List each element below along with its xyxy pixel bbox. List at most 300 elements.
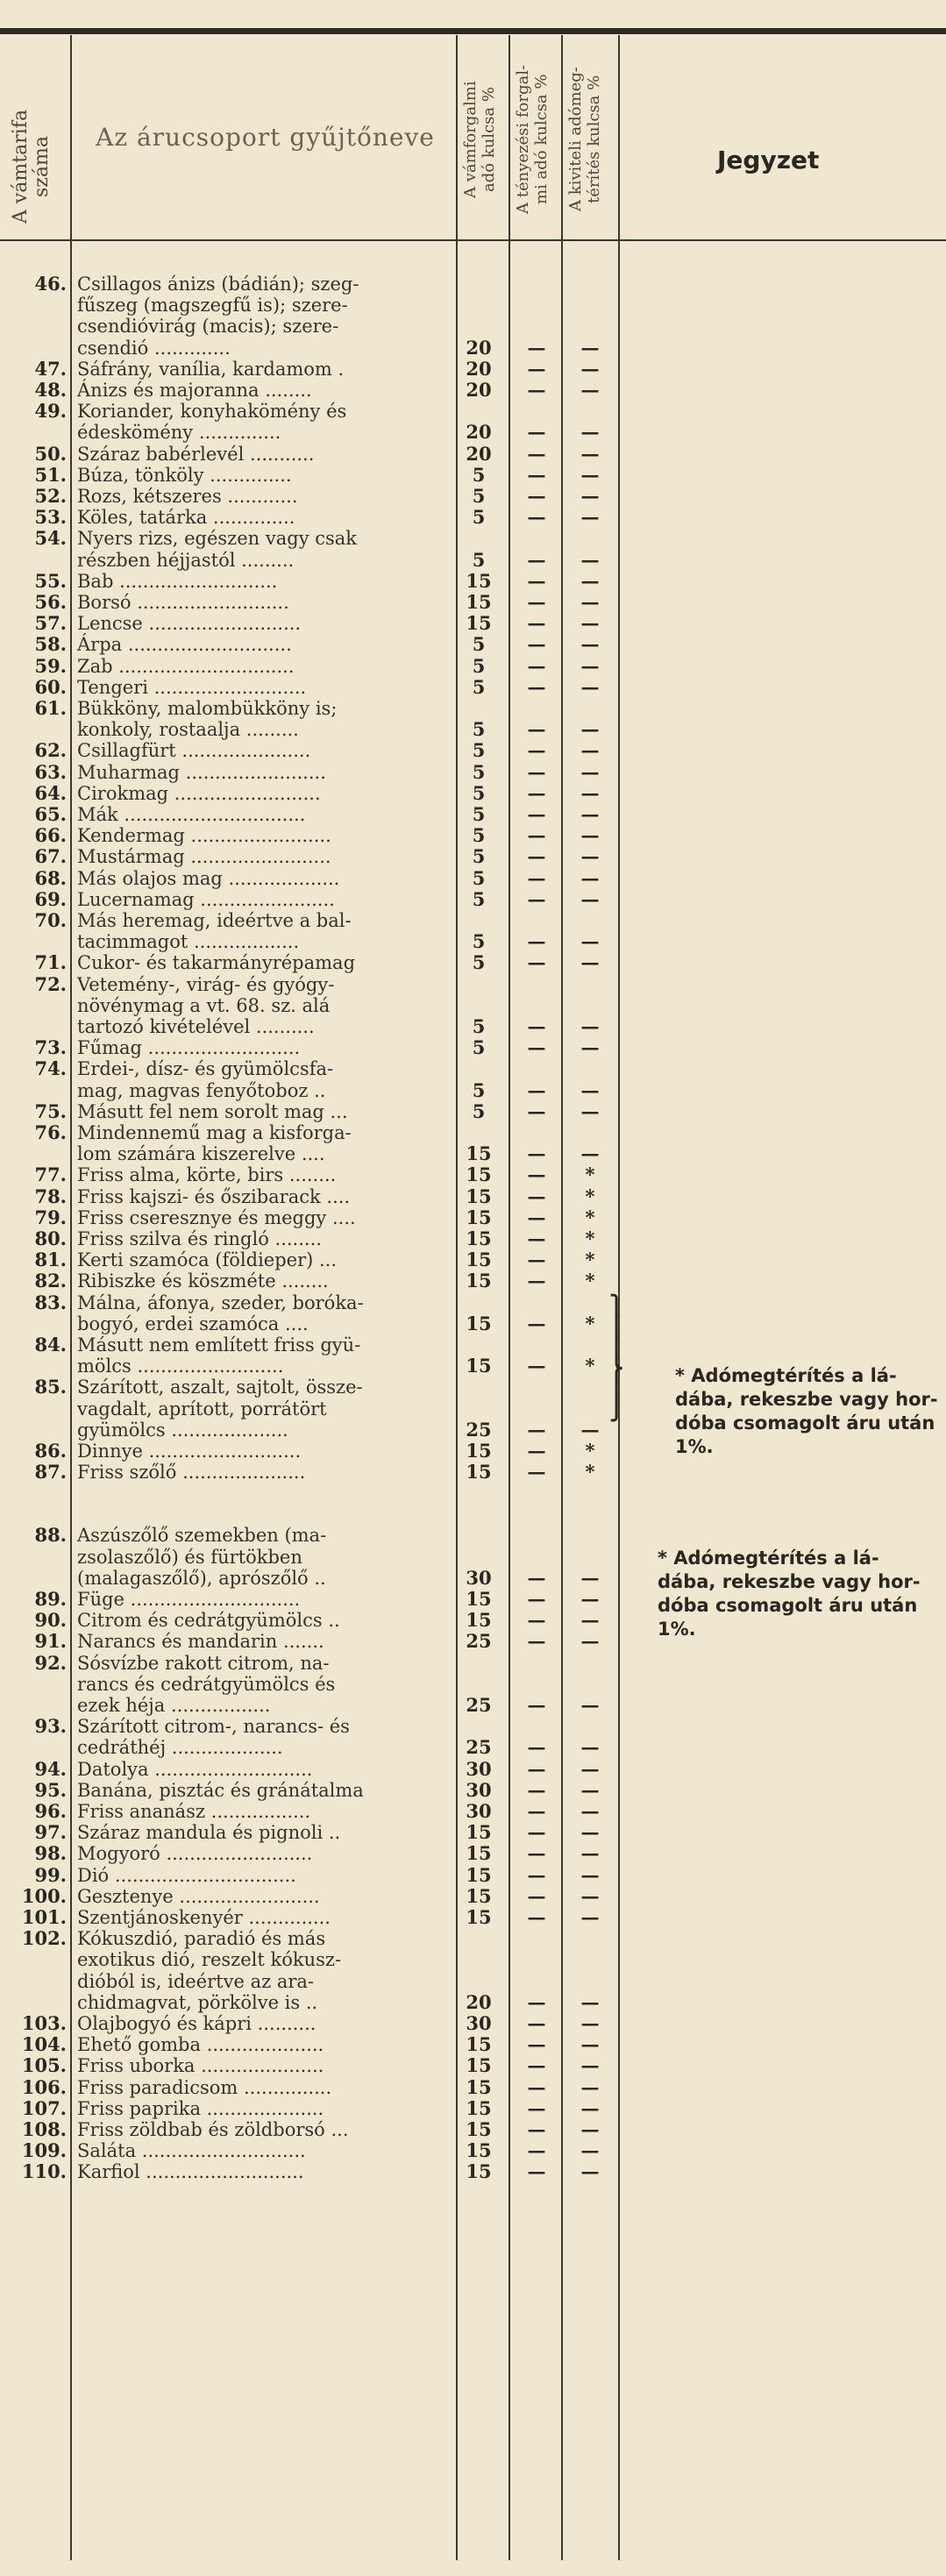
export-refund-rate: — xyxy=(580,2118,600,2140)
tariff-number: 49. xyxy=(34,400,67,423)
turnover-tax-rate: — xyxy=(527,1355,546,1377)
item-name: Dió ............................... xyxy=(77,1864,296,1886)
export-refund-rate: — xyxy=(580,866,600,889)
item-name: Fűmag .......................... xyxy=(77,1037,301,1059)
item-name: Csillagos ánizs (bádián); szeg- fűszeg (magszegfű is); szere- csendióvirág (macis); szere- csendió ............. xyxy=(77,274,359,359)
import-tax-rate: 5 xyxy=(472,506,486,529)
turnover-tax-rate: — xyxy=(527,1757,546,1780)
column-rule xyxy=(561,35,563,2560)
export-refund-rate: — xyxy=(580,781,600,804)
import-tax-rate: 30 xyxy=(466,1757,492,1780)
export-refund-rate: — xyxy=(580,951,600,974)
import-tax-rate: 15 xyxy=(466,1588,492,1610)
turnover-tax-rate: — xyxy=(527,1228,546,1249)
import-tax-rate: 15 xyxy=(466,1312,492,1334)
item-name: Lucernamag ....................... xyxy=(77,888,335,910)
export-refund-rate: * xyxy=(585,1163,595,1186)
export-refund-rate: — xyxy=(580,1609,600,1632)
tariff-number: 73. xyxy=(34,1036,67,1059)
item-name: Friss paprika .................... xyxy=(77,2097,324,2119)
import-tax-rate: 25 xyxy=(466,1418,492,1441)
tariff-number: 53. xyxy=(34,506,67,529)
tariff-number: 84. xyxy=(34,1334,67,1356)
export-refund-rate: — xyxy=(580,1800,600,1822)
item-name: Olajbogyó és kápri .......... xyxy=(77,2013,317,2034)
item-name: Ánizs és majoranna ........ xyxy=(77,380,312,401)
header-turnover-tax-rate: A tényezési forgal- mi adó kulcsa % xyxy=(514,64,551,215)
item-name: Mustármag ........................ xyxy=(77,846,331,868)
turnover-tax-rate: — xyxy=(527,612,546,635)
import-tax-rate: 20 xyxy=(466,421,492,444)
tariff-number: 54. xyxy=(34,527,67,550)
export-refund-rate: — xyxy=(580,569,600,592)
item-name: Friss cseresznye és meggy .... xyxy=(77,1206,356,1228)
import-tax-rate: 30 xyxy=(466,1800,492,1822)
turnover-tax-rate: — xyxy=(527,845,546,868)
item-name: Tengeri .......................... xyxy=(77,676,307,698)
turnover-tax-rate: — xyxy=(527,1312,546,1334)
turnover-tax-rate: — xyxy=(527,442,546,465)
bracket-mark: ⎪ xyxy=(609,1378,624,1401)
note-melon-refund: * Adómegtérítés a lá- dába, rekeszbe vagy hor- dóba csomagolt áru után 1%. xyxy=(658,1548,921,1640)
export-refund-rate: * xyxy=(585,1312,595,1334)
item-name: Kókuszdió, paradió és más exotikus dió, reszelt kókusz- dióból is, ideértve az ara- chidmagvat, pörkölve is .. xyxy=(77,1928,342,2013)
turnover-tax-rate: — xyxy=(527,506,546,529)
turnover-tax-rate: — xyxy=(527,633,546,656)
import-tax-rate: 15 xyxy=(466,2054,492,2077)
import-tax-rate: 20 xyxy=(466,379,492,401)
export-refund-rate: — xyxy=(580,1566,600,1589)
export-refund-rate: — xyxy=(580,463,600,486)
turnover-tax-rate: — xyxy=(527,1418,546,1441)
turnover-tax-rate: — xyxy=(527,1906,546,1928)
turnover-tax-rate: — xyxy=(527,2075,546,2098)
tariff-number: 83. xyxy=(34,1291,67,1313)
turnover-tax-rate: — xyxy=(527,485,546,507)
tariff-number: 60. xyxy=(34,675,67,698)
export-refund-rate: — xyxy=(580,1693,600,1716)
tariff-number: 102. xyxy=(21,1927,67,1950)
tariff-number: 103. xyxy=(21,2012,67,2034)
tariff-number: 71. xyxy=(34,951,67,974)
turnover-tax-rate: — xyxy=(527,2139,546,2162)
tariff-number: 80. xyxy=(34,1228,67,1249)
export-refund-rate: — xyxy=(580,1778,600,1801)
tariff-number: 64. xyxy=(34,781,67,804)
item-name: Erdei-, dísz- és gyümölcsfa- mag, magvas fenyőtoboz .. xyxy=(77,1058,334,1101)
item-name: Aszúszőlő szemekben (ma- zsolaszőlő) és fürtökben (malagaszőlő), aprószőlő .. xyxy=(77,1525,327,1589)
export-refund-rate: * xyxy=(585,1355,595,1377)
import-tax-rate: 5 xyxy=(472,824,486,847)
import-tax-rate: 15 xyxy=(466,1163,492,1186)
import-tax-rate: 30 xyxy=(466,1778,492,1801)
tariff-number: 63. xyxy=(34,760,67,783)
tariff-number: 72. xyxy=(34,972,67,995)
tariff-number: 95. xyxy=(34,1778,67,1801)
import-tax-rate: 15 xyxy=(466,1884,492,1907)
turnover-tax-rate: — xyxy=(527,1163,546,1186)
import-tax-rate: 15 xyxy=(466,1228,492,1249)
item-name: Más heremag, ideértve a bal- tacimmagot .................. xyxy=(77,910,352,953)
item-name: Szárított citrom-, narancs- és cedráthéj ................... xyxy=(77,1716,350,1759)
import-tax-rate: 15 xyxy=(466,1440,492,1462)
tariff-number: 109. xyxy=(21,2139,67,2162)
turnover-tax-rate: — xyxy=(527,569,546,592)
tariff-number: 86. xyxy=(34,1440,67,1462)
export-refund-rate: — xyxy=(580,633,600,656)
item-name: Friss ananász ................. xyxy=(77,1801,311,1822)
turnover-tax-rate: — xyxy=(527,1142,546,1165)
item-name: Száraz babérlevél ........... xyxy=(77,443,315,465)
import-tax-rate: 15 xyxy=(466,2075,492,2098)
import-tax-rate: 15 xyxy=(466,569,492,592)
export-refund-rate: — xyxy=(580,1821,600,1844)
tariff-number: 51. xyxy=(34,463,67,486)
export-refund-rate: — xyxy=(580,718,600,741)
tariff-number: 89. xyxy=(34,1588,67,1610)
item-name: Cirokmag ......................... xyxy=(77,782,321,804)
import-tax-rate: 15 xyxy=(466,1206,492,1228)
export-refund-rate: — xyxy=(580,824,600,847)
import-tax-rate: 5 xyxy=(472,803,486,825)
import-tax-rate: 15 xyxy=(466,1142,492,1165)
item-name: Másutt nem említett friss gyü- mölcs ......................... xyxy=(77,1334,361,1377)
import-tax-rate: 5 xyxy=(472,1099,486,1122)
turnover-tax-rate: — xyxy=(527,591,546,613)
import-tax-rate: 15 xyxy=(466,1355,492,1377)
import-tax-rate: 5 xyxy=(472,1078,486,1101)
item-name: Friss szilva és ringló ........ xyxy=(77,1228,322,1249)
export-refund-rate: — xyxy=(580,1906,600,1928)
export-refund-rate: — xyxy=(580,1078,600,1101)
tariff-number: 90. xyxy=(34,1609,67,1632)
item-name: Vetemény-, virág- és gyógy- növénymag a vt. 68. sz. alá tartozó kivételével .......... xyxy=(77,973,335,1037)
item-name: Köles, tatárka .............. xyxy=(77,507,295,529)
export-refund-rate: — xyxy=(580,1418,600,1441)
bracket-mark: ⎬ xyxy=(609,1357,624,1380)
export-refund-rate: * xyxy=(585,1270,595,1292)
import-tax-rate: 20 xyxy=(466,442,492,465)
turnover-tax-rate: — xyxy=(527,803,546,825)
bracket-mark: ⎪ xyxy=(609,1315,624,1338)
column-rule xyxy=(509,35,510,2560)
import-tax-rate: 30 xyxy=(466,2012,492,2034)
tariff-number: 77. xyxy=(34,1163,67,1186)
import-tax-rate: 5 xyxy=(472,1036,486,1059)
column-rule xyxy=(70,35,72,2560)
tariff-number: 92. xyxy=(34,1651,67,1674)
export-refund-rate: — xyxy=(580,887,600,910)
import-tax-rate: 5 xyxy=(472,951,486,974)
item-name: Sáfrány, vanília, kardamom . xyxy=(77,358,345,380)
export-refund-rate: — xyxy=(580,1842,600,1865)
item-name: Más olajos mag ................... xyxy=(77,867,340,889)
tariff-number: 59. xyxy=(34,654,67,677)
import-tax-rate: 15 xyxy=(466,1821,492,1844)
item-name: Karfiol ........................... xyxy=(77,2161,304,2183)
turnover-tax-rate: — xyxy=(527,1884,546,1907)
turnover-tax-rate: — xyxy=(527,2096,546,2119)
export-refund-rate: — xyxy=(580,591,600,613)
import-tax-rate: 5 xyxy=(472,654,486,677)
tariff-number: 85. xyxy=(34,1376,67,1398)
turnover-tax-rate: — xyxy=(527,357,546,380)
turnover-tax-rate: — xyxy=(527,421,546,444)
import-tax-rate: 20 xyxy=(466,336,492,359)
turnover-tax-rate: — xyxy=(527,1630,546,1653)
export-refund-rate: — xyxy=(580,506,600,529)
export-refund-rate: — xyxy=(580,1014,600,1037)
item-name: Friss szőlő ..................... xyxy=(77,1462,306,1484)
export-refund-rate: — xyxy=(580,675,600,698)
header-import-tax-rate: A vámforgalmi adó kulcsa % xyxy=(461,81,498,198)
import-tax-rate: 5 xyxy=(472,887,486,910)
item-name: Datolya ........................... xyxy=(77,1758,313,1780)
turnover-tax-rate: — xyxy=(527,1821,546,1844)
tariff-number: 100. xyxy=(21,1884,67,1907)
export-refund-rate: — xyxy=(580,1630,600,1653)
import-tax-rate: 15 xyxy=(466,612,492,635)
tariff-number: 61. xyxy=(34,697,67,719)
turnover-tax-rate: — xyxy=(527,824,546,847)
tariff-number: 70. xyxy=(34,909,67,931)
item-name: Sósvízbe rakott citrom, na- rancs és cedrátgyümölcs és ezek héja ................. xyxy=(77,1652,336,1716)
import-tax-rate: 5 xyxy=(472,1014,486,1037)
import-tax-rate: 5 xyxy=(472,845,486,868)
import-tax-rate: 5 xyxy=(472,463,486,486)
export-refund-rate: — xyxy=(580,1099,600,1122)
item-name: Borsó .......................... xyxy=(77,592,289,613)
turnover-tax-rate: — xyxy=(527,1863,546,1886)
bracket-mark: ⎫ xyxy=(609,1294,624,1317)
turnover-tax-rate: — xyxy=(527,336,546,359)
tariff-number: 104. xyxy=(21,2033,67,2056)
export-refund-rate: * xyxy=(585,1440,595,1462)
export-refund-rate: — xyxy=(580,421,600,444)
tariff-number: 75. xyxy=(34,1099,67,1122)
tariff-number: 46. xyxy=(34,273,67,295)
export-refund-rate: — xyxy=(580,2075,600,2098)
export-refund-rate: — xyxy=(580,548,600,571)
export-refund-rate: — xyxy=(580,612,600,635)
export-refund-rate: — xyxy=(580,1588,600,1610)
import-tax-rate: 25 xyxy=(466,1630,492,1653)
import-tax-rate: 5 xyxy=(472,739,486,762)
turnover-tax-rate: — xyxy=(527,379,546,401)
header-export-refund-rate: A kiviteli adómeg- térítés kulcsa % xyxy=(566,67,603,212)
item-name: Csillagfürt ...................... xyxy=(77,740,311,762)
import-tax-rate: 5 xyxy=(472,930,486,953)
tariff-number: 107. xyxy=(21,2096,67,2119)
tariff-number: 66. xyxy=(34,824,67,847)
turnover-tax-rate: — xyxy=(527,2160,546,2183)
tariff-number: 98. xyxy=(34,1842,67,1865)
tariff-number: 78. xyxy=(34,1185,67,1207)
item-name: Citrom és cedrátgyümölcs .. xyxy=(77,1610,340,1632)
export-refund-rate: * xyxy=(585,1228,595,1249)
item-name: Mogyoró ......................... xyxy=(77,1843,313,1865)
item-name: Nyers rizs, egészen vagy csak részben héjjastól ......... xyxy=(77,528,358,571)
tariff-number: 88. xyxy=(34,1524,67,1547)
tariff-number: 50. xyxy=(34,442,67,465)
export-refund-rate: — xyxy=(580,1736,600,1759)
tariff-number: 101. xyxy=(21,1906,67,1928)
import-tax-rate: 5 xyxy=(472,781,486,804)
turnover-tax-rate: — xyxy=(527,2033,546,2056)
item-name: Gesztenye ........................ xyxy=(77,1885,320,1907)
turnover-tax-rate: — xyxy=(527,675,546,698)
import-tax-rate: 15 xyxy=(466,1249,492,1271)
import-tax-rate: 25 xyxy=(466,1693,492,1716)
export-refund-rate: — xyxy=(580,930,600,953)
turnover-tax-rate: — xyxy=(527,1185,546,1207)
tariff-number: 97. xyxy=(34,1821,67,1844)
turnover-tax-rate: — xyxy=(527,1461,546,1484)
import-tax-rate: 5 xyxy=(472,760,486,783)
export-refund-rate: — xyxy=(580,739,600,762)
export-refund-rate: * xyxy=(585,1185,595,1207)
import-tax-rate: 15 xyxy=(466,1185,492,1207)
import-tax-rate: 15 xyxy=(466,2033,492,2056)
tariff-number: 99. xyxy=(34,1863,67,1886)
export-refund-rate: — xyxy=(580,1036,600,1059)
item-name: Száraz mandula és pignoli .. xyxy=(77,1822,341,1844)
export-refund-rate: — xyxy=(580,845,600,868)
tariff-number: 96. xyxy=(34,1800,67,1822)
turnover-tax-rate: — xyxy=(527,1990,546,2013)
export-refund-rate: — xyxy=(580,1863,600,1886)
tariff-number: 91. xyxy=(34,1630,67,1653)
export-refund-rate: — xyxy=(580,1990,600,2013)
tariff-number: 67. xyxy=(34,845,67,868)
export-refund-rate: — xyxy=(580,1757,600,1780)
import-tax-rate: 20 xyxy=(466,1990,492,2013)
turnover-tax-rate: — xyxy=(527,1270,546,1292)
export-refund-rate: — xyxy=(580,1884,600,1907)
export-refund-rate: — xyxy=(580,760,600,783)
export-refund-rate: — xyxy=(580,336,600,359)
export-refund-rate: * xyxy=(585,1206,595,1228)
turnover-tax-rate: — xyxy=(527,1440,546,1462)
export-refund-rate: — xyxy=(580,803,600,825)
import-tax-rate: 5 xyxy=(472,866,486,889)
header-rule xyxy=(0,239,946,241)
item-name: Zab .............................. xyxy=(77,655,295,677)
tariff-number: 76. xyxy=(34,1121,67,1143)
import-tax-rate: 15 xyxy=(466,1609,492,1632)
item-name: Ehető gomba .................... xyxy=(77,2034,324,2056)
turnover-tax-rate: — xyxy=(527,718,546,741)
tariff-number: 74. xyxy=(34,1057,67,1080)
item-name: Bab ........................... xyxy=(77,570,278,592)
tariff-number: 48. xyxy=(34,379,67,401)
export-refund-rate: — xyxy=(580,379,600,401)
export-refund-rate: — xyxy=(580,357,600,380)
import-tax-rate: 15 xyxy=(466,2118,492,2140)
import-tax-rate: 30 xyxy=(466,1566,492,1589)
export-refund-rate: — xyxy=(580,2139,600,2162)
turnover-tax-rate: — xyxy=(527,2118,546,2140)
turnover-tax-rate: — xyxy=(527,1842,546,1865)
turnover-tax-rate: — xyxy=(527,463,546,486)
item-name: Narancs és mandarin ....... xyxy=(77,1631,324,1653)
item-name: Mindennemű mag a kisforga- lom számára kiszerelve .... xyxy=(77,1122,352,1165)
export-refund-rate: — xyxy=(580,485,600,507)
header-group-name: Az árucsoport gyűjtőneve xyxy=(96,123,435,152)
item-name: Rozs, kétszeres ............ xyxy=(77,486,298,507)
turnover-tax-rate: — xyxy=(527,1778,546,1801)
item-name: Saláta ............................ xyxy=(77,2140,306,2162)
tariff-number: 82. xyxy=(34,1270,67,1292)
tariff-number: 105. xyxy=(21,2054,67,2077)
turnover-tax-rate: — xyxy=(527,1036,546,1059)
turnover-tax-rate: — xyxy=(527,1014,546,1037)
export-refund-rate: — xyxy=(580,2054,600,2077)
bracket-mark: ⎪ xyxy=(609,1336,624,1359)
tariff-number: 94. xyxy=(34,1757,67,1780)
import-tax-rate: 15 xyxy=(466,1461,492,1484)
turnover-tax-rate: — xyxy=(527,1800,546,1822)
import-tax-rate: 15 xyxy=(466,1906,492,1928)
item-name: Friss kajszi- és őszibarack .... xyxy=(77,1185,351,1207)
export-refund-rate: * xyxy=(585,1249,595,1271)
import-tax-rate: 5 xyxy=(472,675,486,698)
item-name: Kendermag ........................ xyxy=(77,825,331,847)
tariff-number: 69. xyxy=(34,887,67,910)
export-refund-rate: — xyxy=(580,654,600,677)
import-tax-rate: 15 xyxy=(466,1863,492,1886)
tariff-number: 87. xyxy=(34,1461,67,1484)
tariff-number: 52. xyxy=(34,485,67,507)
export-refund-rate: — xyxy=(580,2096,600,2119)
tariff-number: 79. xyxy=(34,1206,67,1228)
export-refund-rate: — xyxy=(580,1142,600,1165)
import-tax-rate: 15 xyxy=(466,591,492,613)
turnover-tax-rate: — xyxy=(527,1609,546,1632)
tariff-number: 108. xyxy=(21,2118,67,2140)
tariff-number: 93. xyxy=(34,1715,67,1738)
import-tax-rate: 5 xyxy=(472,633,486,656)
import-tax-rate: 25 xyxy=(466,1736,492,1759)
item-name: Koriander, konyhakömény és édeskömény .............. xyxy=(77,401,347,444)
import-tax-rate: 15 xyxy=(466,2096,492,2119)
item-name: Dinnye .......................... xyxy=(77,1441,302,1462)
export-refund-rate: — xyxy=(580,2012,600,2034)
item-name: Friss zöldbab és zöldborsó ... xyxy=(77,2119,349,2140)
turnover-tax-rate: — xyxy=(527,866,546,889)
import-tax-rate: 15 xyxy=(466,2160,492,2183)
item-name: Mák ............................... xyxy=(77,804,306,825)
import-tax-rate: 20 xyxy=(466,357,492,380)
turnover-tax-rate: — xyxy=(527,2054,546,2077)
export-refund-rate: — xyxy=(580,2033,600,2056)
import-tax-rate: 15 xyxy=(466,2139,492,2162)
import-tax-rate: 5 xyxy=(472,718,486,741)
import-tax-rate: 15 xyxy=(466,1842,492,1865)
import-tax-rate: 5 xyxy=(472,548,486,571)
item-name: Másutt fel nem sorolt mag ... xyxy=(77,1100,348,1122)
note-fruit-refund: * Adómegtérítés a lá- dába, rekeszbe vagy hor- dóba csomagolt áru után 1%. xyxy=(675,1365,938,1457)
tariff-number: 81. xyxy=(34,1249,67,1271)
header-notes: Jegyzet xyxy=(717,146,820,174)
tariff-number: 110. xyxy=(21,2160,67,2183)
turnover-tax-rate: — xyxy=(527,1588,546,1610)
turnover-tax-rate: — xyxy=(527,1566,546,1589)
tariff-number: 106. xyxy=(21,2075,67,2098)
turnover-tax-rate: — xyxy=(527,781,546,804)
bracket-mark: ⎭ xyxy=(609,1399,624,1422)
turnover-tax-rate: — xyxy=(527,1206,546,1228)
